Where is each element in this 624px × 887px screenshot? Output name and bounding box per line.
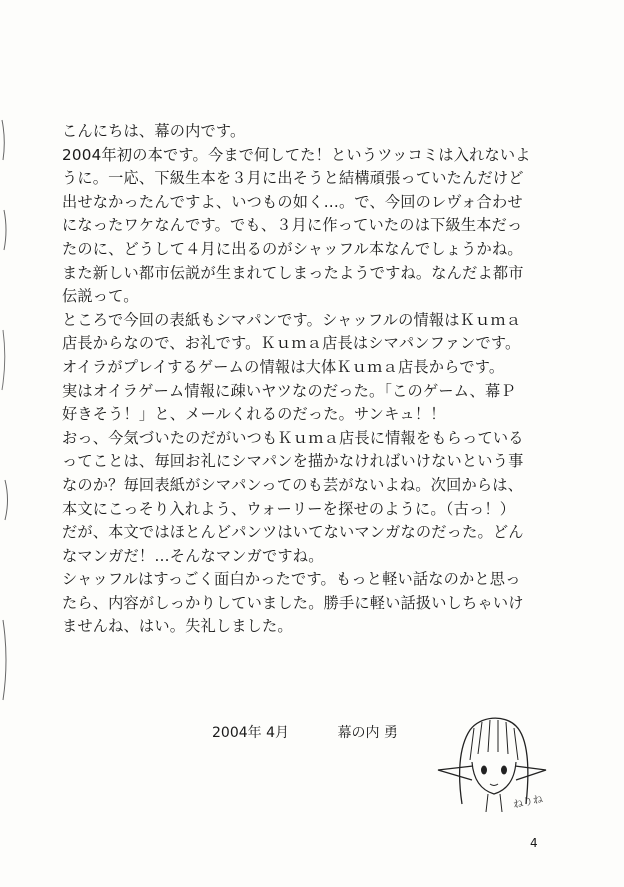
afterword-text xyxy=(62,120,582,639)
signature-line xyxy=(212,722,398,742)
character-sketch-illustration xyxy=(418,708,558,813)
svg-text:ねりね: ねりね xyxy=(512,793,544,811)
text-line: になったワケなんです。でも、３月に作っていたのは下級生本だっ xyxy=(62,216,523,235)
text-line: オイラがプレイするゲームの情報は大体Ｋｕｍａ店長からです。 xyxy=(62,357,505,376)
text-line: おっ、今気づいたのだがいつもＫｕｍａ店長に情報をもらっている xyxy=(62,428,524,447)
page-number: 4 xyxy=(530,836,538,850)
text-line: ませんね、はい。失礼しました。 xyxy=(62,617,293,636)
text-line: たら、内容がしっかりしていました。勝手に軽い話扱いしちゃいけ xyxy=(62,593,524,612)
text-line: 本文にこっそり入れよう、ウォーリーを探せのように。（古っ！） xyxy=(62,499,516,518)
text-line: なマンガだ！…そんなマンガですね。 xyxy=(62,546,324,565)
text-line: 出せなかったんですよ、いつもの如く…。で、今回のレヴォ合わせ xyxy=(62,192,523,211)
text-line: 好きそう！」と、メールくれるのだった。サンキュ！！ xyxy=(62,405,446,424)
text-line: たのに、どうして４月に出るのがシャッフル本なんでしょうかね。 xyxy=(62,239,523,258)
text-line: 実はオイラゲーム情報に疎いヤツなのだった。「このゲーム、幕Ｐ xyxy=(62,381,516,400)
text-line: シャッフルはすっごく面白かったです。もっと軽い話なのかと思っ xyxy=(62,570,521,589)
text-line: うに。一応、下級生本を３月に出そうと結構頑張っていたんだけど xyxy=(62,169,524,188)
signature-author: 幕の内 勇 xyxy=(337,725,398,741)
text-line: 2004年初の本です。今まで何してた！というツッコミは入れないよ xyxy=(62,145,531,164)
signature-date: 2004年 4月 xyxy=(212,725,289,741)
text-line: だが、本文ではほとんどパンツはいてないマンガなのだった。どん xyxy=(62,523,524,542)
text-line: 店長からなので、お礼です。Ｋｕｍａ店長はシマパンファンです。 xyxy=(62,334,521,353)
text-line: ってことは、毎回お礼にシマパンを描かなければいけないという事 xyxy=(62,452,524,471)
text-line: また新しい都市伝説が生まれてしまったようですね。なんだよ都市 xyxy=(62,263,524,282)
text-line: こんにちは、幕の内です。 xyxy=(62,122,246,140)
text-line: 伝説って。 xyxy=(62,287,139,306)
bleed-marks xyxy=(0,100,14,720)
text-line: なのか？毎回表紙がシマパンってのも芸がないよね。次回からは、 xyxy=(62,475,524,494)
text-line: ところで今回の表紙もシマパンです。シャッフルの情報はＫｕｍａ xyxy=(62,310,522,329)
